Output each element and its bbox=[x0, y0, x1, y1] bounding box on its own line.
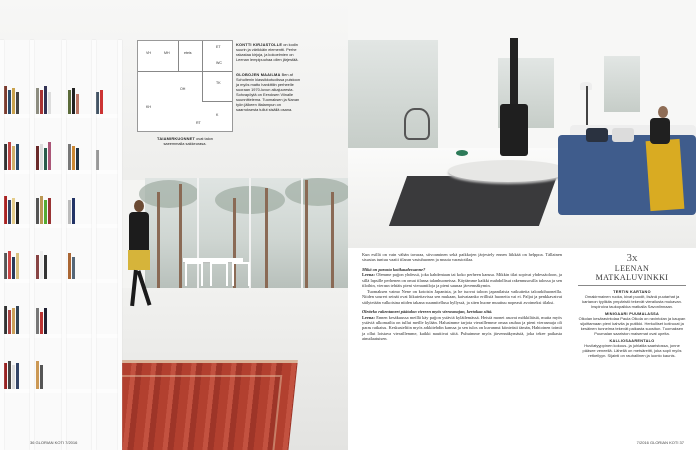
shelf-divider bbox=[0, 40, 4, 450]
caption-library bbox=[236, 42, 302, 62]
green-stool bbox=[456, 150, 468, 156]
tip-heading: MINIGAARI PUUMALASSA bbox=[604, 312, 660, 316]
article-question: Oletteko rakentaneet päätalon viereen myös vierasmajan, kertokaa siitä. bbox=[362, 309, 493, 315]
woman-walking bbox=[122, 200, 162, 310]
man-seated-body bbox=[650, 118, 670, 144]
plan-label: eteis bbox=[184, 51, 192, 55]
tip-heading: TERTIN KARTANO bbox=[613, 290, 651, 294]
shelf-divider bbox=[30, 40, 34, 450]
tree-canopy bbox=[285, 178, 348, 206]
window bbox=[604, 56, 640, 112]
caption-heading: GLOBOJEN MAAILMA bbox=[236, 72, 281, 77]
plan-label: K bbox=[216, 113, 219, 117]
folio-right: 7/2016 GLORIAN KOTI 37 bbox=[636, 440, 684, 445]
tip-body: Olkolan kesäravintolaa Paula Olkola on ravintolan ja kaupan sijoittamaan pieni kahvila ja putiikki. Herkulliset kotiruoat ja kesäinen tunnelma tekevät paikasta suositun. Tuomaksen Puumalan saariston maisemat ovat upeita. bbox=[578, 316, 686, 336]
tree-trunk bbox=[305, 180, 308, 288]
shelf-divider bbox=[62, 40, 66, 450]
floor-plan bbox=[137, 40, 233, 132]
caption-globe bbox=[236, 72, 302, 112]
plan-label: RT bbox=[196, 121, 201, 125]
caption-heading: KONTTI KIRJASTOLLE bbox=[236, 42, 283, 47]
tip-heading: KALLIOSAARENTALO bbox=[609, 339, 655, 343]
plan-label: WC bbox=[216, 61, 222, 65]
tree-trunk bbox=[265, 188, 268, 288]
caption-body: Ben af Schultenin klassikkotuolissa puistoon ja myös matto hankittiin perheelle suoraan 1970-luvun aikajuuresta. Sohvapöytä on Eeroksen Viinalle suunnittelema. Tuomaksen ja Nanan työn jälkeen iltalampun on saarroksesta tullut sisällä osana. bbox=[236, 72, 301, 112]
caption-plan bbox=[152, 136, 218, 146]
plan-label: KH bbox=[146, 105, 151, 109]
right-page bbox=[348, 0, 696, 450]
tree-trunk bbox=[331, 192, 334, 288]
tip-body: Omakirmainen ruoka, kivat puodit, lisänä puutarhat ja kartanon tyylikäs ympäristö tekevät vierailusta mukavan. Inspiroiva taukopaikka matkalla Savonlinnaan. bbox=[582, 294, 682, 309]
chair bbox=[232, 262, 250, 286]
stove-pipe bbox=[510, 38, 518, 106]
article-body bbox=[362, 252, 562, 342]
shelf-row bbox=[0, 80, 120, 118]
sidebar-title: LEENAN MATKALUVINKKI bbox=[578, 264, 686, 286]
bookshelf bbox=[0, 40, 120, 450]
dark-rug bbox=[389, 176, 557, 226]
tree-trunk bbox=[179, 184, 182, 288]
plan-label: ET bbox=[216, 45, 221, 49]
article-question: Mikä on parasta kotikaudessanne? bbox=[362, 266, 426, 272]
shelf-row bbox=[0, 300, 120, 338]
plan-label: TK bbox=[216, 81, 221, 85]
article-answer: Leena: Ennen kesäkuussa meillä käy pajjon ystäviä kyläilemässä. Heistä monet asuvat mökkiläisiä, mutta myös ystäviä ulkomailta on tullut meille kylään. Halusimme tarjota vieraillemme omaa rauhaa ja pieni vierasmaja oli paras ratkaisu. Keskusteltiin myös arkkitehdin kanssa ja sen tulos on kuvannut kiinteästi tämän, Hahtoinen toimii ja ollut loistava vieraillemme, kaikki nauttivat siitä. Puhuimme myös järvennäkymästä, joka tekee paikasta ainutlaatuisen. bbox=[362, 314, 562, 342]
article-paragraph: Tuomaksen vaimo Nene on kotoisin Japanista, ja he tuovat taloon japanilaista vaikutteita taloarkihuoneilla. Niiden sourert seinät ovat liikutettavissa sen mukaan, kaivataanko erillisiä huoneita vai ei. Paljat ja penkkavatvat säilytetään valkoisina niiden takana suunnitellusa hyllyssä, ja siten huone muuttuu nopeasti avoimeksi tilaksi. bbox=[362, 288, 562, 305]
caption-heading: TAIAMIRKUONNET bbox=[157, 136, 195, 141]
man-seated bbox=[658, 106, 668, 118]
plan-label: OH bbox=[180, 87, 186, 91]
fireplace-stove bbox=[500, 104, 528, 156]
sidebar-number: 3x bbox=[626, 252, 638, 264]
caption-body: ovat talon saeemmalla sakkeurasa. bbox=[163, 136, 213, 146]
coffee-table bbox=[448, 160, 568, 182]
cushion bbox=[612, 128, 634, 142]
article-intro: Kun esillä on vain vähän tavaraa, siivoaminen sekä paikkojen järjestely ennen liikkää on helppoa. Tällainen sisustus tuntuu vaatii tilaran vastuhuonen ja muuta varastotilaa. bbox=[362, 252, 562, 263]
plan-label: MH bbox=[164, 51, 170, 55]
shelf-row bbox=[0, 245, 120, 283]
folio-left: 36 GLORIAN KOTI 7/2016 bbox=[30, 440, 78, 445]
cushion bbox=[586, 128, 608, 142]
rocking-chair bbox=[404, 108, 430, 140]
chair bbox=[210, 262, 228, 286]
plan-label: VH bbox=[146, 51, 151, 55]
yellow-throw bbox=[646, 139, 685, 211]
living-room-photo bbox=[348, 0, 696, 248]
shelf-row bbox=[0, 355, 120, 393]
article-answer: Leena: Olemme pajjon yhdessä, joka kahdentaan tai koko perheen kanssa. Mikkin tilat sopivat yhdessäoloon, ja sillä lapsille perhenen on omat tilansa talanhuoneissa. Käytämme kaikki mahdollisut rakennusosilla talossa ja sen tiloihin, vierasn tehtäis pieni vieraantiloja ja pieni saunaa järvennäkymin. bbox=[362, 272, 562, 289]
window-mullion bbox=[301, 178, 303, 288]
tip-body: Huvilatyyppinen kokous- ja juhlatila saaristossa, jonne pääsee veneellä. Lähellä on metsäreitti, joka sopii myös retkeilyyn. Sijainti on rauhallinen ja luonto kaunis. bbox=[582, 343, 682, 358]
travel-tips-sidebar bbox=[578, 252, 686, 358]
shelf-row bbox=[0, 136, 120, 174]
chair bbox=[185, 262, 203, 286]
shelf-row bbox=[0, 190, 120, 228]
shelf-divider bbox=[92, 40, 96, 450]
caption-body: on kodin suurin ja värikkäin elementti. Perhe rakastaa kirjoja, ja kokoelmien on Leenan lempipuuhaa ollen järjestää. bbox=[236, 42, 299, 62]
